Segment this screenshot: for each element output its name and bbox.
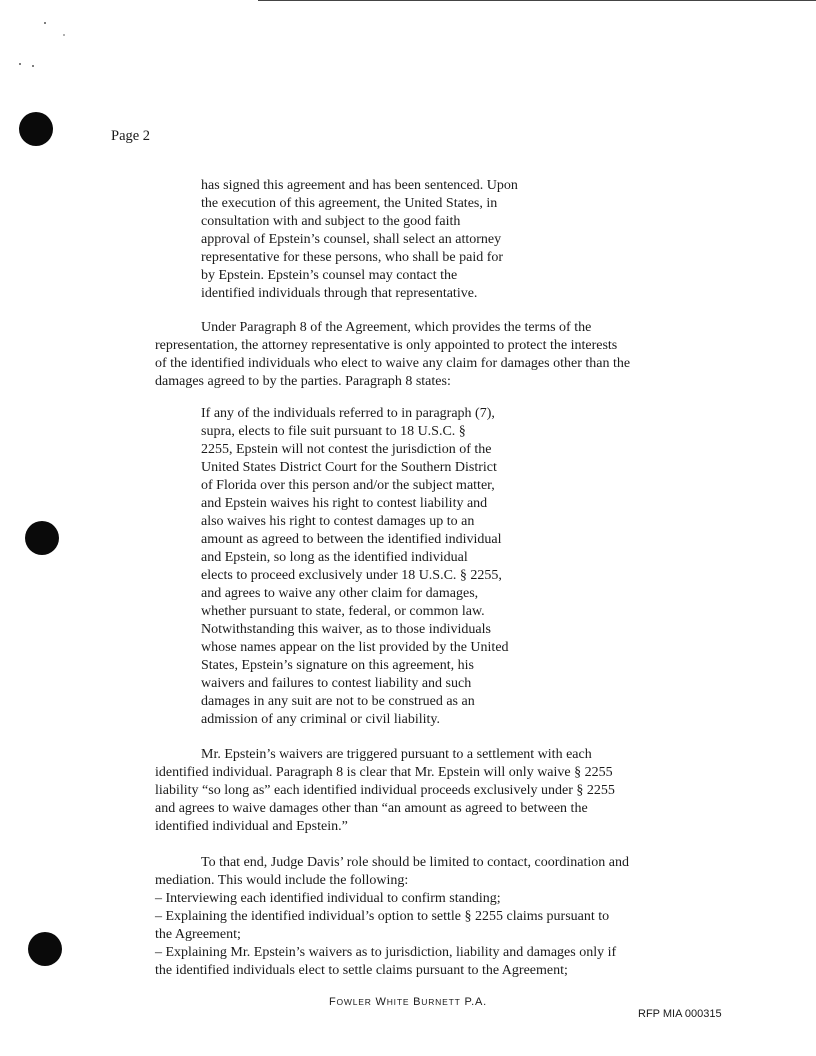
quote-line: the execution of this agreement, the United States, in [201,196,498,211]
bates-number: RFP MIA 000315 [638,1008,722,1020]
quote-line: has signed this agreement and has been sentenced. Upon [201,178,518,193]
quote-line: consultation with and subject to the good faith [201,214,461,229]
block-quote-paragraph-7 [201,177,518,303]
page-number-label: Page 2 [111,128,151,144]
scan-speck [19,63,21,65]
quote-line: waivers and failures to contest liability and such [201,676,472,691]
scan-speck [44,22,46,24]
quote-line: also waives his right to contest damages up to an [201,514,475,529]
quote-line: by Epstein. Epstein’s counsel may contact the [201,268,458,283]
binder-hole-top [19,112,53,146]
list-item-continuation: the Agreement; [155,927,241,942]
paragraph-line: representation, the attorney representative is only appointed to protect the interests [155,338,618,353]
paragraph-line: Under Paragraph 8 of the Agreement, which provides the terms of the [201,320,592,335]
list-item: – Explaining the identified individual’s option to settle § 2255 claims pursuant to [155,909,610,924]
paragraph-waivers-triggered [155,746,655,836]
quote-line: representative for these persons, who shall be paid for [201,250,504,265]
firm-word: BURNETT [413,996,461,1008]
paragraph-line: of the identified individuals who elect to waive any claim for damages other than the [155,356,631,371]
firm-suffix: P.A. [464,996,488,1008]
quote-line: States, Epstein’s signature on this agreement, his [201,658,474,673]
paragraph-line: Mr. Epstein’s waivers are triggered pursuant to a settlement with each [201,747,592,762]
paragraph-line: and agrees to waive damages other than “an amount as agreed to between the [155,801,588,816]
top-edge-rule [258,0,816,1]
quote-line: If any of the individuals referred to in paragraph (7), [201,406,495,421]
scan-speck [32,65,34,67]
quote-line: and agrees to waive any other claim for damages, [201,586,479,601]
quote-line: United States District Court for the Southern District [201,460,497,475]
quote-line: whose names appear on the list provided by the United [201,640,509,655]
quote-line: supra, elects to file suit pursuant to 18 U.S.C. § [201,424,466,439]
binder-hole-middle [25,521,59,555]
binder-hole-bottom [28,932,62,966]
block-quote-paragraph-8 [201,405,509,729]
quote-line: amount as agreed to between the identified individual [201,532,502,547]
paragraph-line: To that end, Judge Davis’ role should be limited to contact, coordination and [201,855,629,870]
paragraph-representation-terms [155,319,655,391]
quote-line: Notwithstanding this waiver, as to those individuals [201,622,491,637]
paragraph-line: identified individual. Paragraph 8 is clear that Mr. Epstein will only waive § 2255 [155,765,613,780]
quote-line: and Epstein, so long as the identified individual [201,550,468,565]
firm-word: FOWLER [328,996,372,1008]
list-item: – Interviewing each identified individual to confirm standing; [155,891,501,906]
quote-line: approval of Epstein’s counsel, shall select an attorney [201,232,502,247]
list-item: – Explaining Mr. Epstein’s waivers as to jurisdiction, liability and damages only if [155,945,617,960]
quote-line: elects to proceed exclusively under 18 U.S.C. § 2255, [201,568,502,583]
quote-line: identified individuals through that representative. [201,286,478,301]
scan-speck [63,34,65,36]
paragraph-line: mediation. This would include the following: [155,873,409,888]
paragraph-line: damages agreed to by the parties. Paragraph 8 states: [155,374,451,389]
quote-line: damages in any suit are not to be construed as an [201,694,475,709]
quote-line: 2255, Epstein will not contest the jurisdiction of the [201,442,492,457]
quote-line: and Epstein waives his right to contest liability and [201,496,488,511]
list-item-continuation: the identified individuals elect to settle claims pursuant to the Agreement; [155,963,568,978]
firm-word: WHITE [375,996,410,1008]
paragraph-judge-role [155,854,655,980]
quote-line: admission of any criminal or civil liability. [201,712,440,727]
quote-line: of Florida over this person and/or the subject matter, [201,478,495,493]
paragraph-line: identified individual and Epstein.” [155,819,348,834]
quote-line: whether pursuant to state, federal, or common law. [201,604,485,619]
paragraph-line: liability “so long as” each identified individual proceeds exclusively under § 2255 [155,783,615,798]
